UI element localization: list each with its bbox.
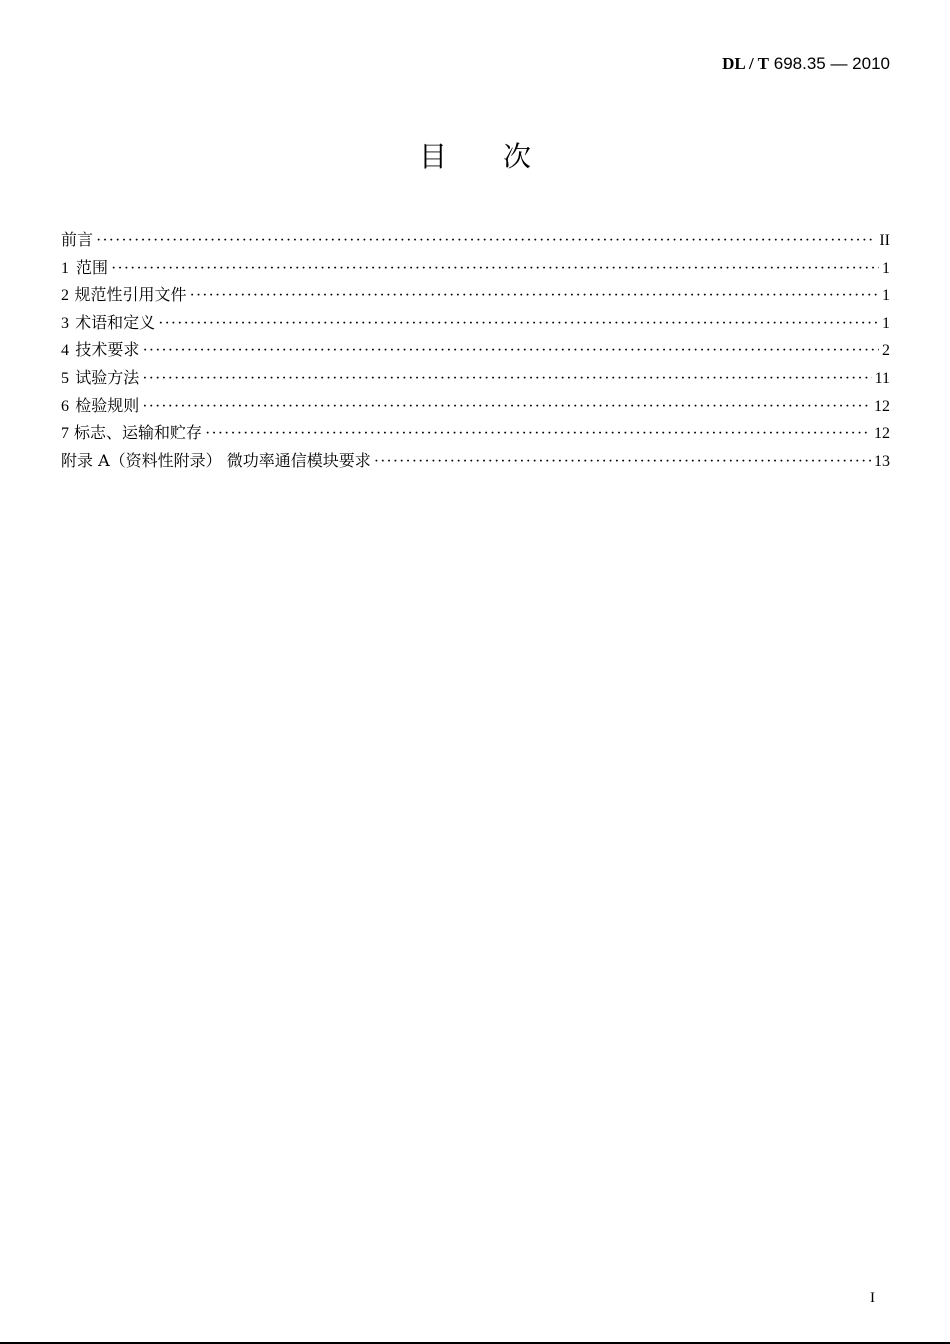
toc-entry-preface[interactable]	[61, 226, 890, 254]
standard-code	[722, 53, 890, 75]
toc-entry-number: 5	[61, 369, 69, 387]
toc-dot-leader	[142, 393, 871, 421]
page-number: I	[870, 1290, 875, 1306]
toc-entry-page: 13	[874, 452, 890, 470]
toc-dot-leader	[190, 282, 879, 310]
toc-dot-leader	[205, 420, 871, 448]
toc-title: 目次	[418, 140, 587, 173]
standard-code-prefix: DL / T	[722, 54, 770, 73]
toc-entry-label: 检验规则	[75, 395, 140, 415]
toc-entry-page: 11	[874, 369, 890, 387]
toc-entry-label: 附录 A（资料性附录） 微功率通信模块要求	[61, 450, 371, 470]
table-of-contents	[61, 226, 890, 474]
toc-entry-number: 7	[61, 425, 69, 443]
toc-entry-label: 试验方法	[75, 367, 140, 387]
toc-entry-label: 前言	[61, 230, 94, 249]
toc-entry-page: 1	[882, 287, 890, 305]
standard-code-number: 698.35 — 2010	[769, 54, 890, 73]
toc-entry-number: 3	[61, 314, 69, 332]
toc-entry-test-methods[interactable]	[61, 364, 890, 392]
toc-dot-leader	[374, 448, 871, 476]
toc-entry-page: II	[879, 232, 890, 249]
toc-entry-label: 术语和定义	[75, 312, 156, 332]
toc-entry-annex-a[interactable]	[61, 447, 890, 475]
toc-entry-number: 4	[61, 342, 69, 360]
toc-entry-number: 2	[61, 287, 69, 305]
toc-entry-label: 技术要求	[75, 340, 140, 360]
toc-entry-page: 1	[882, 314, 890, 332]
toc-entry-number: 6	[61, 397, 69, 415]
toc-dot-leader	[142, 337, 879, 365]
toc-entry-label: 标志、运输和贮存	[74, 423, 203, 443]
toc-dot-leader	[111, 255, 879, 283]
toc-entry-scope[interactable]	[61, 254, 890, 282]
toc-entry-label: 规范性引用文件	[74, 285, 187, 305]
toc-entry-page: 12	[874, 425, 890, 443]
toc-entry-number: 1	[61, 259, 69, 277]
toc-entry-page: 2	[882, 342, 890, 360]
toc-entry-label: 范围	[76, 257, 109, 277]
toc-entry-page: 1	[882, 259, 890, 277]
toc-entry-inspection-rules[interactable]	[61, 392, 890, 420]
toc-dot-leader	[142, 365, 871, 393]
toc-dot-leader	[158, 310, 879, 338]
toc-entry-page: 12	[874, 397, 890, 415]
toc-entry-normative-references[interactable]	[61, 281, 890, 309]
toc-entry-marking-transport-storage[interactable]	[61, 419, 890, 447]
toc-entry-technical-requirements[interactable]	[61, 336, 890, 364]
toc-entry-terms-definitions[interactable]	[61, 309, 890, 337]
toc-dot-leader	[96, 227, 876, 255]
